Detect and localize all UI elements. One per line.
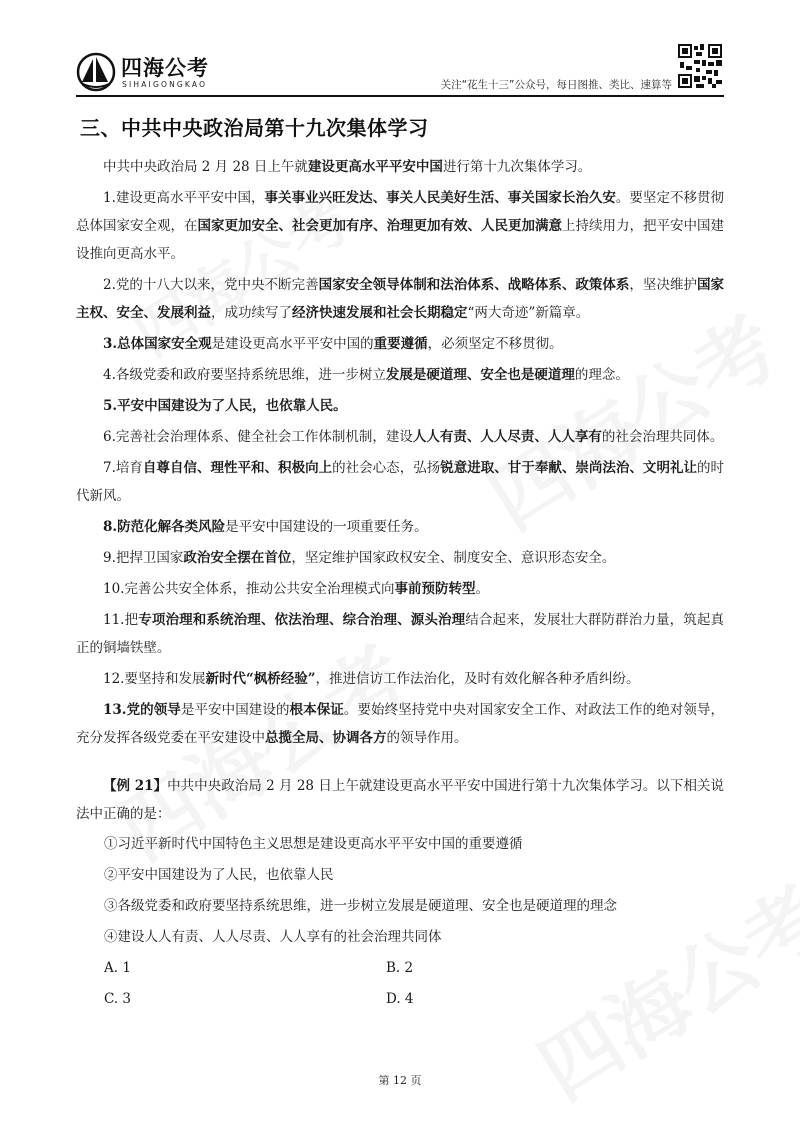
brand-logo [76,50,209,96]
point-6: 6.完善社会治理体系、健全社会工作体制机制，建设人人有责、人人尽责、人人享有的社会治理共同体。 [103,429,724,445]
section-title: 三、中共中央政治局第十九次集体学习 [80,116,429,140]
header-divider [76,95,724,97]
options-row-1 [76,954,724,982]
point-10: 10.完善公共安全体系，推动公共安全治理模式向事前预防转型。 [103,581,489,597]
point-1: 1.建设更高水平平安中国，事关事业兴旺发达、事关人民美好生活、事关国家长治久安。要坚定不移贯彻总体国家安全观，在国家更加安全、社会更加有序、治理更加有效、人民更加满意上持续用力，把平安中国建设推向更高水平。 [76,190,725,262]
point-2: 2.党的十八大以来，党中央不断完善国家安全领导体制和法治体系、战略体系、政策体系，坚决维护国家主权、安全、发展利益，成功续写了经济快速发展和社会长期稳定“两大奇迹”新篇章。 [76,277,725,321]
point-13: 13.党的领导是平安中国建设的根本保证。要始终坚持党中央对国家安全工作、对政法工作的绝对领导，充分发挥各级党委在平安建设中总揽全局、协调各方的领导作用。 [76,702,725,746]
option-c[interactable]: C. 3 [104,991,132,1007]
document-body [76,112,724,1016]
point-4: 4.各级党委和政府要坚持系统思维，进一步树立发展是硬道理、安全也是硬道理的理念。 [103,367,629,383]
statement-2: ②平安中国建设为了人民，也依靠人民 [104,867,334,883]
page-header [0,0,800,100]
point-9: 9.把捍卫国家政治安全摆在首位，坚定维护国家政权安全、制度安全、意识形态安全。 [103,550,616,566]
option-d[interactable]: D. 4 [386,991,414,1007]
point-8: 8.防范化解各类风险是平安中国建设的一项重要任务。 [103,519,428,535]
header-note: 关注“花生十三”公众号，每日图推、类比、速算等 [440,79,672,91]
point-12: 12.要坚持和发展新时代“枫桥经验”，推进信访工作法治化，及时有效化解各种矛盾纠纷。 [103,671,640,687]
statement-1: ①习近平新时代中国特色主义思想是建设更高水平平安中国的重要遵循 [104,836,523,852]
statement-4: ④建设人人有责、人人尽责、人人享有的社会治理共同体 [104,929,442,945]
logo-subtitle: SIHAIGONGKAO [122,80,208,89]
option-a[interactable]: A. 1 [104,960,131,976]
point-3: 3.总体国家安全观是建设更高水平平安中国的重要遵循，必须坚定不移贯彻。 [103,336,563,352]
qr-code-icon [678,44,722,88]
option-b[interactable]: B. 2 [386,960,414,976]
sailboat-logo-icon [76,52,116,92]
point-5: 5.平安中国建设为了人民，也依靠人民。 [103,398,347,414]
point-11: 11.把专项治理和系统治理、依法治理、综合治理、源头治理结合起来，发展壮大群防群治力量，筑起真正的铜墙铁壁。 [76,612,725,656]
example-question-text: 中共中央政治局 2 月 28 日上午就建设更高水平平安中国进行第十九次集体学习。以下相关说法中正确的是： [76,778,724,822]
logo-name: 四海公考 [121,56,209,80]
intro-paragraph: 中共中央政治局 2 月 28 日上午就建设更高水平平安中国进行第十九次集体学习。 [103,159,592,175]
statement-3: ③各级党委和政府要坚持系统思维，进一步树立发展是硬道理、安全也是硬道理的理念 [104,898,617,914]
example-label: 【例 21】 [103,778,168,794]
point-7: 7.培育自尊自信、理性平和、积极向上的社会心态，弘扬锐意进取、甘于奉献、崇尚法治、文明礼让的时代新风。 [76,460,725,504]
example-question [76,772,724,828]
page-number: 第 12 页 [378,1074,422,1087]
options-row-2 [76,985,724,1013]
